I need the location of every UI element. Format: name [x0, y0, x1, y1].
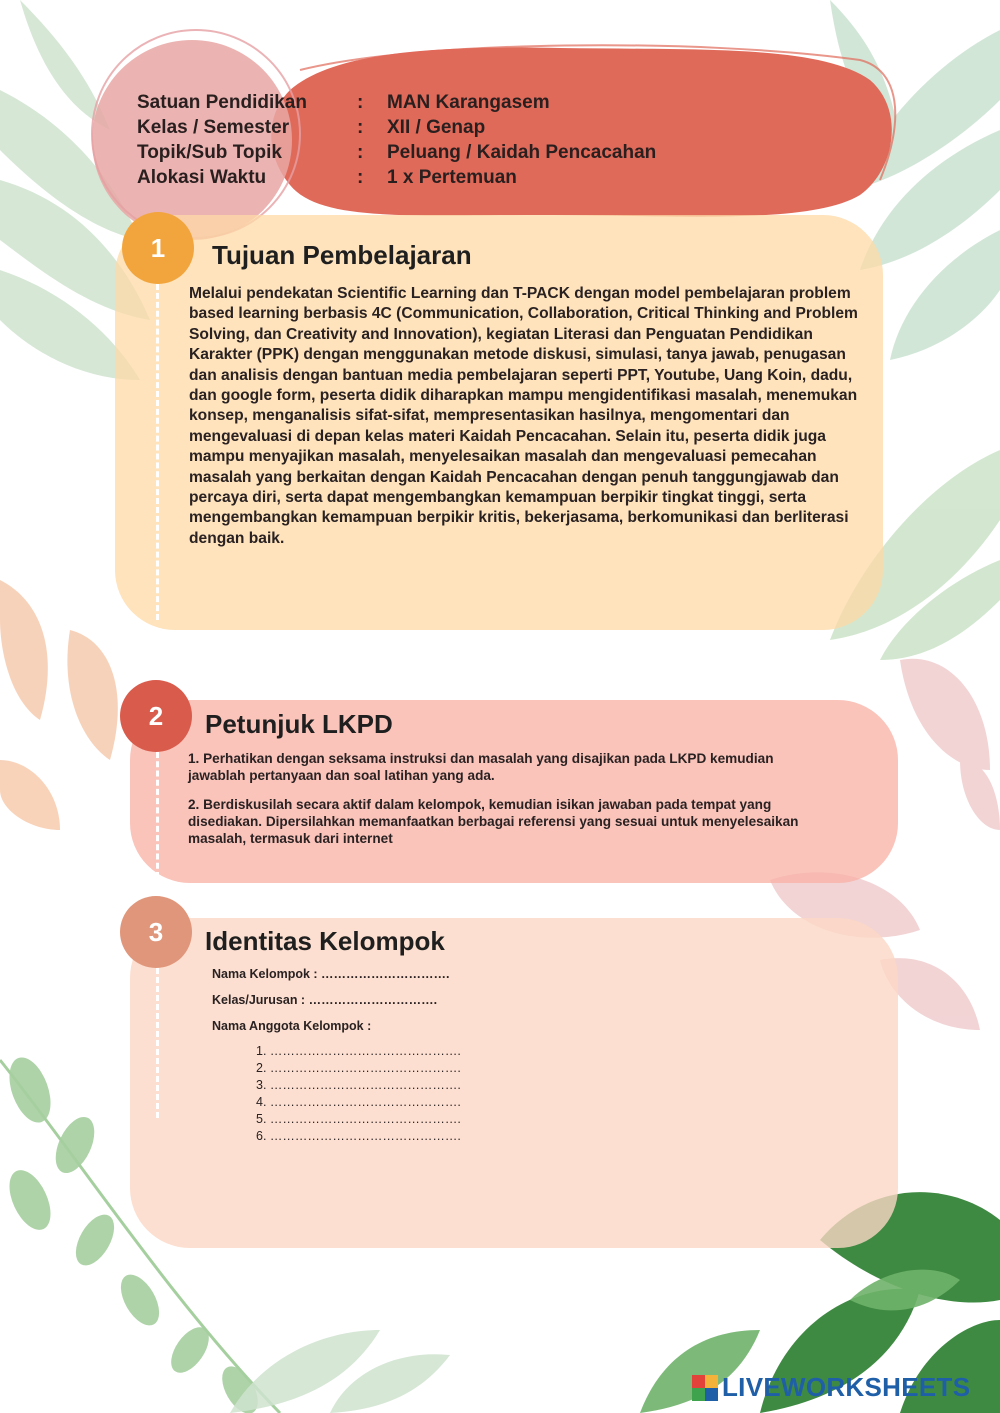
header-value: 1 x Pertemuan — [387, 167, 517, 188]
section-number-badge: 3 — [120, 896, 192, 968]
section-title-instructions: Petunjuk LKPD — [205, 709, 393, 739]
member-entry-field[interactable]: 5. ………………………………………. — [256, 1112, 461, 1126]
member-entry-field[interactable]: 4. ………………………………………. — [256, 1095, 461, 1109]
member-entry-field[interactable]: 2. ………………………………………. — [256, 1061, 461, 1075]
section-dashed-line — [156, 968, 159, 1118]
header-separator: : — [357, 167, 364, 188]
header-label: Kelas / Semester — [137, 117, 290, 138]
header-row-topic — [137, 140, 656, 165]
header-value: MAN Karangasem — [387, 92, 550, 113]
header-info — [137, 90, 656, 190]
group-name-field[interactable]: Nama Kelompok : …………………………. — [212, 967, 450, 981]
section-number-badge: 1 — [122, 212, 194, 284]
section-dashed-line — [156, 752, 159, 878]
member-entry-field[interactable]: 1. ………………………………………. — [256, 1044, 461, 1058]
petals-left — [0, 580, 118, 830]
leaf-bottom-center — [230, 1330, 450, 1413]
header-row-school — [137, 90, 656, 115]
members-list — [256, 1043, 461, 1145]
header-value: XII / Genap — [387, 117, 486, 138]
header-separator: : — [357, 117, 364, 138]
member-entry-field[interactable]: 6. ………………………………………. — [256, 1129, 461, 1143]
member-entry-field[interactable]: 3. ………………………………………. — [256, 1078, 461, 1092]
section-title-objectives: Tujuan Pembelajaran — [212, 240, 472, 270]
header-separator: : — [357, 92, 364, 113]
header-separator: : — [357, 142, 364, 163]
header-row-class — [137, 115, 656, 140]
header-row-time — [137, 165, 656, 190]
instruction-item: 2. Berdiskusilah secara aktif dalam kelompok, kemudian isikan jawaban pada tempat yang disediakan. Dipersilahkan memanfaatkan berbagai referensi yang sesuai untuk menyelesaikan masalah, termasuk dari internet — [188, 797, 799, 846]
section-title-group-identity: Identitas Kelompok — [205, 926, 445, 956]
objectives-paragraph: Melalui pendekatan Scientific Learning dan T-PACK dengan model pembelajaran problem based learning berbasis 4C (Communication, Collaboration, Critical Thinking and Problem Solving, dan Creativity and Innovation), kegiatan Literasi dan Penguatan Pendidikan Karakter (PPK) dengan menggunakan metode diskusi, simulasi, tanya jawab, penugasan dan analisis dengan bantuan media pembelajaran seperti PPT, Youtube, Uang Koin, dadu, dan google form, peserta didik diharapkan mampu mengidentifikasi masalah, menemukan konsep, menganalisis sifat-sifat, mempresentasikan hasilnya, mengomentari dan mengevaluasi di depan kelas materi Kaidah Pencacahan. Selain itu, peserta didik juga mampu menyajikan masalah, menyelesaikan masalah dan mengevaluasi pemecahan masalah yang berkaitan dengan Kaidah Pencacahan dengan penuh tanggungjawab dan percaya diri, serta dapat mengembangkan kemampuan berpikir tingkat tinggi, serta mengembangkan kemampuan berpikir kritis, bekerjasama, berkomunikasi dan berliterasi dengan baik. — [189, 285, 858, 547]
watermark-text: LIVEWORKSHEETS — [722, 1372, 971, 1402]
members-label: Nama Anggota Kelompok : — [212, 1019, 372, 1033]
header-label: Satuan Pendidikan — [137, 92, 307, 113]
liveworksheets-watermark[interactable] — [692, 1372, 970, 1403]
section-number-badge: 2 — [120, 680, 192, 752]
section-dashed-line — [156, 284, 159, 620]
instruction-item: 1. Perhatikan dengan seksama instruksi dan masalah yang disajikan pada LKPD kemudian jawablah pertanyaan dan soal latihan yang ada. — [188, 751, 774, 783]
liveworksheets-logo-icon — [692, 1375, 718, 1401]
class-major-field[interactable]: Kelas/Jurusan : …………………………. — [212, 993, 438, 1007]
header-label: Topik/Sub Topik — [137, 142, 282, 163]
header-value: Peluang / Kaidah Pencacahan — [387, 142, 657, 163]
header-label: Alokasi Waktu — [137, 167, 267, 188]
